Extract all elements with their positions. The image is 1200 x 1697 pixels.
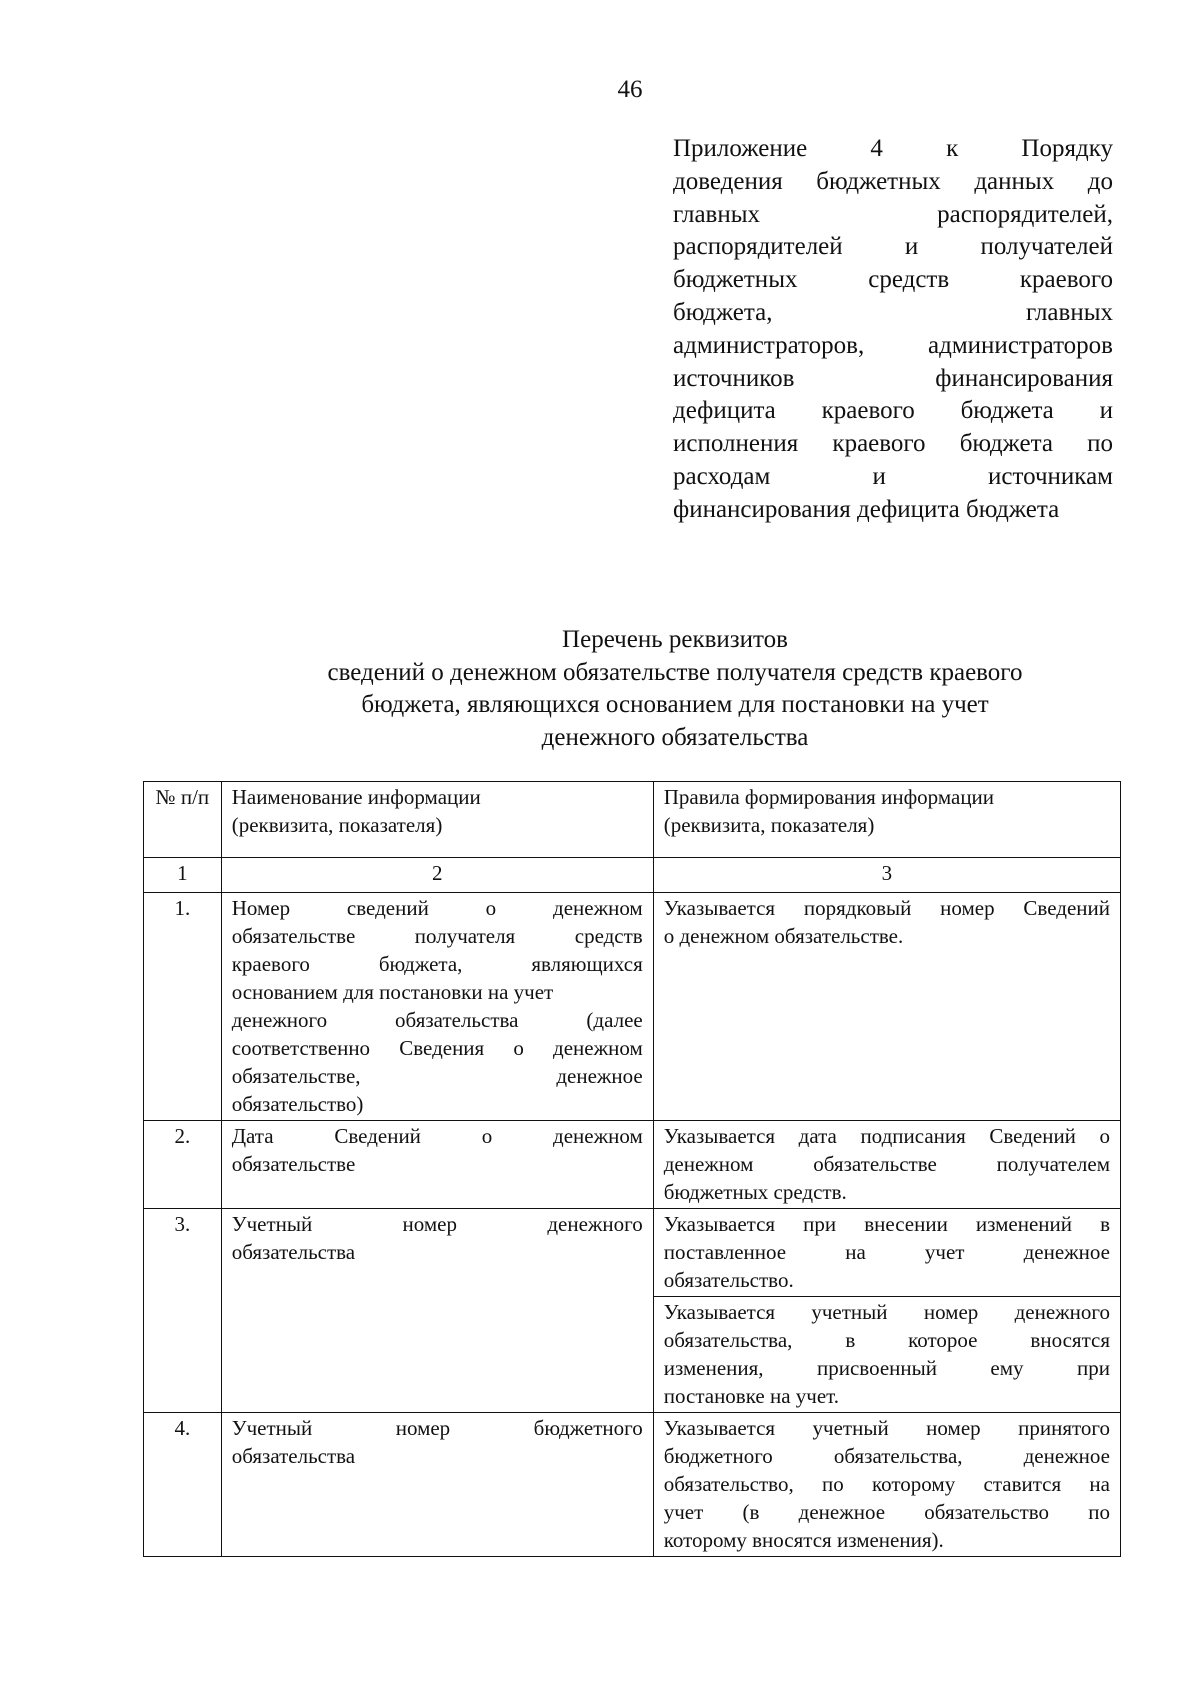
requisites-table xyxy=(143,781,1121,1557)
row-rule xyxy=(653,1297,1120,1413)
row-name-line: Дата Сведений о денежном xyxy=(231,1124,643,1148)
document-title xyxy=(150,624,1200,754)
title-line: сведений о денежном обязательстве получателя средств краевого xyxy=(327,658,1023,686)
appendix-line: источников финансирования xyxy=(673,364,1113,392)
row-rule-line: о денежном обязательстве. xyxy=(663,924,904,948)
header-rule-line: (реквизита, показателя) xyxy=(663,813,875,837)
row-name xyxy=(221,893,653,1121)
appendix-line: бюджета, главных xyxy=(673,298,1113,326)
row-rule-line: учет (в денежное обязательство по xyxy=(663,1500,1110,1524)
row-name-line: Учетный номер бюджетного xyxy=(231,1416,643,1440)
row-number: 3. xyxy=(144,1209,222,1413)
appendix-line: бюджетных средств краевого xyxy=(673,266,1113,294)
row-name-line: обязательства xyxy=(231,1444,356,1468)
row-rule-line: Указывается учетный номер принятого xyxy=(663,1416,1110,1440)
header-name-line: Наименование информации xyxy=(231,785,481,809)
row-name-line: обязательства xyxy=(231,1240,356,1264)
row-rule-line: бюджетных средств. xyxy=(663,1180,847,1204)
row-name xyxy=(221,1413,653,1557)
header-rule xyxy=(653,782,1120,858)
row-rule-line: изменения, присвоенный ему при xyxy=(663,1356,1110,1380)
table-row xyxy=(144,893,1121,1121)
appendix-line: Приложение 4 к Порядку xyxy=(673,135,1113,162)
header-name-line: (реквизита, показателя) xyxy=(231,813,443,837)
row-number: 4. xyxy=(144,1413,222,1557)
table-row xyxy=(144,1413,1121,1557)
column-number: 2 xyxy=(221,858,653,893)
row-rule-line: обязательства, в которое вносятся xyxy=(663,1328,1110,1352)
row-name-line: основанием для постановки на учет xyxy=(231,980,554,1004)
row-name-line: обязательстве получателя средств xyxy=(231,924,643,948)
appendix-line: доведения бюджетных данных до xyxy=(673,167,1113,195)
appendix-line: дефицита краевого бюджета и xyxy=(673,397,1113,425)
row-rule-line: Указывается учетный номер денежного xyxy=(663,1300,1110,1324)
row-number: 1. xyxy=(144,893,222,1121)
appendix-line: распорядителей и получателей xyxy=(673,233,1113,261)
row-rule-line: поставленное на учет денежное xyxy=(663,1240,1110,1264)
row-rule xyxy=(653,893,1120,1121)
appendix-line: исполнения краевого бюджета по xyxy=(673,430,1113,458)
row-name-line: обязательстве, денежное xyxy=(231,1064,643,1088)
row-name-line: Номер сведений о денежном xyxy=(231,896,643,920)
row-rule-line: Указывается дата подписания Сведений о xyxy=(663,1124,1110,1148)
row-rule-line: Указывается порядковый номер Сведений xyxy=(663,896,1110,920)
row-rule xyxy=(653,1413,1120,1557)
appendix-line: администраторов, администраторов xyxy=(673,331,1113,359)
row-name-line: краевого бюджета, являющихся xyxy=(231,952,643,976)
row-rule-line: Указывается при внесении изменений в xyxy=(663,1212,1110,1236)
page-number: 46 xyxy=(617,76,643,103)
header-number: № п/п xyxy=(144,782,222,858)
header-name xyxy=(221,782,653,858)
row-rule xyxy=(653,1209,1120,1297)
row-rule-line: обязательство, по которому ставится на xyxy=(663,1472,1110,1496)
row-name xyxy=(221,1121,653,1209)
column-number: 1 xyxy=(144,858,222,893)
row-name xyxy=(221,1209,653,1413)
row-rule xyxy=(653,1121,1120,1209)
row-name-line: соответственно Сведения о денежном xyxy=(231,1036,643,1060)
title-line: Перечень реквизитов xyxy=(562,626,788,653)
column-number: 3 xyxy=(653,858,1120,893)
row-rule-line: бюджетного обязательства, денежное xyxy=(663,1444,1110,1468)
row-rule-line: постановке на учет. xyxy=(663,1384,840,1408)
appendix-line: расходам и источникам xyxy=(673,462,1113,490)
title-line: бюджета, являющихся основанием для постановки на учет xyxy=(361,691,989,718)
row-rule-line: обязательство. xyxy=(663,1268,794,1292)
table-header-row xyxy=(144,782,1121,858)
row-name-line: денежного обязательства (далее xyxy=(231,1008,643,1032)
table-row xyxy=(144,1209,1121,1297)
appendix-line: финансирования дефицита бюджета xyxy=(673,495,1060,523)
appendix-reference xyxy=(673,133,1113,527)
table-row xyxy=(144,1121,1121,1209)
header-rule-line: Правила формирования информации xyxy=(663,785,995,809)
row-name-line: Учетный номер денежного xyxy=(231,1212,643,1236)
appendix-line: главных распорядителей, xyxy=(673,200,1113,228)
row-rule-line: которому вносятся изменения). xyxy=(663,1528,944,1552)
row-name-line: обязательстве xyxy=(231,1152,356,1176)
row-number: 2. xyxy=(144,1121,222,1209)
column-number-row xyxy=(144,858,1121,893)
title-line: денежного обязательства xyxy=(541,723,809,751)
row-name-line: обязательство) xyxy=(231,1092,364,1116)
row-rule-line: денежном обязательстве получателем xyxy=(663,1152,1110,1176)
